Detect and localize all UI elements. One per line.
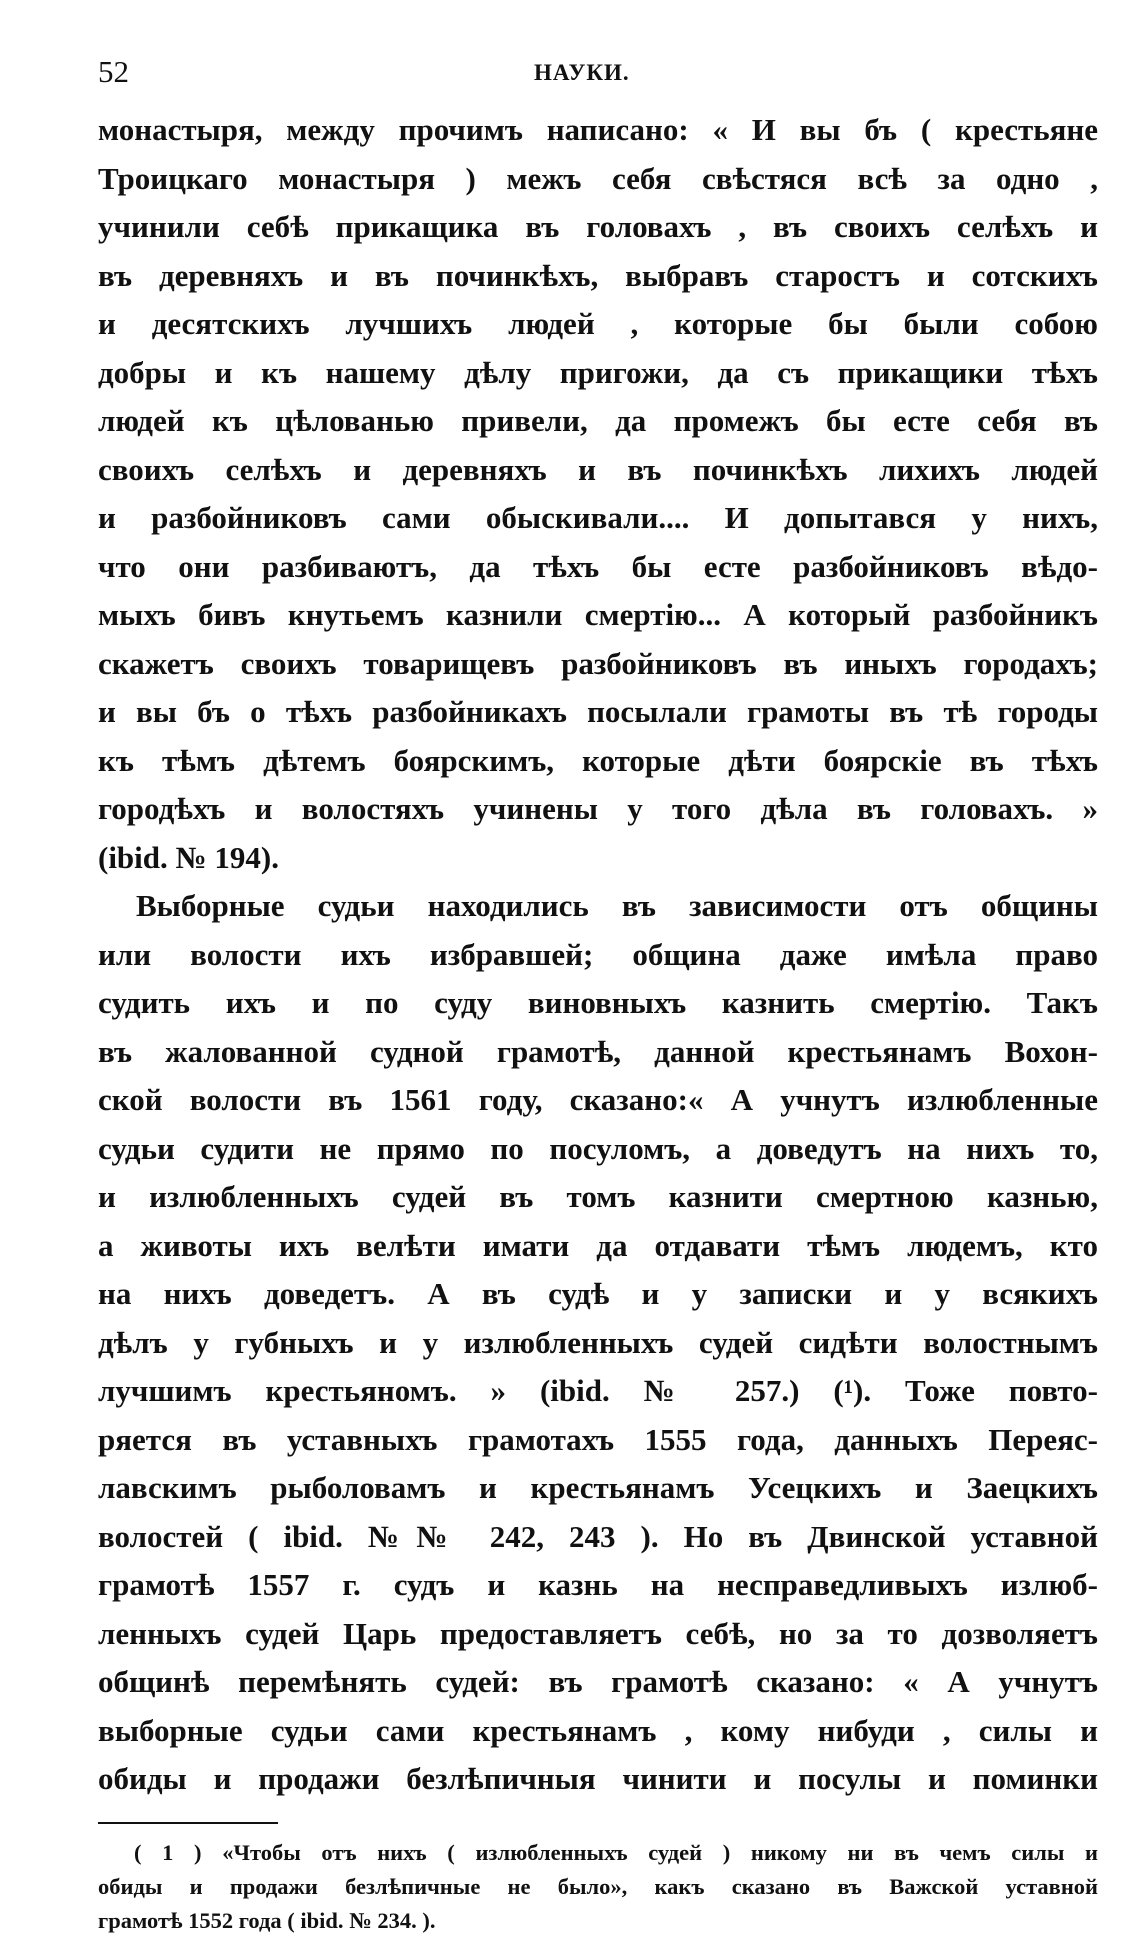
text-line: монастыря, между прочимъ написано: « И вы бъ ( крестьяне bbox=[98, 112, 1098, 147]
text-line: лучшимъ крестьяномъ. » (ibid. № 257.) (¹). Тоже повто- bbox=[98, 1373, 1098, 1408]
text-line: и вы бъ о тѣхъ разбойникахъ посылали грамоты въ тѣ городы bbox=[98, 694, 1098, 729]
footnote-line: грамотѣ 1552 года ( ibid. № 234. ). bbox=[98, 1907, 436, 1933]
text-line: или волости ихъ избравшей; община даже имѣла право bbox=[98, 936, 1098, 972]
text-line: городѣхъ и волостяхъ учинены у того дѣла въ головахъ. » bbox=[98, 791, 1098, 826]
text-line: (ibid. № 194). bbox=[98, 839, 280, 875]
text-line: дѣлъ у губныхъ и у излюбленныхъ судей сидѣти волостнымъ bbox=[98, 1324, 1098, 1360]
text-line: и излюбленныхъ судей въ томъ казнити смертною казнью, bbox=[98, 1179, 1098, 1214]
text-line: добры и къ нашему дѣлу пригожи, да съ прикащики тѣхъ bbox=[98, 354, 1098, 390]
footnote bbox=[98, 1836, 1098, 1938]
text-line: Выборные судьи находились въ зависимости отъ общины bbox=[136, 888, 1098, 923]
text-line: обиды и продажи безлѣпичныя чинити и посулы и поминки bbox=[98, 1761, 1098, 1796]
text-line: общинѣ перемѣнять судей: въ грамотѣ сказано: « А учнутъ bbox=[98, 1664, 1098, 1699]
footnote-line: ( 1 ) «Чтобы отъ нихъ ( излюбленныхъ судей ) никому ни въ чемъ силы и bbox=[134, 1839, 1098, 1865]
footnote-divider bbox=[98, 1822, 278, 1824]
text-line: ской волости въ 1561 году, сказано:« А учнутъ излюбленные bbox=[98, 1082, 1098, 1117]
text-line: что они разбиваютъ, да тѣхъ бы есте разбойниковъ вѣдо- bbox=[98, 548, 1098, 584]
text-line: волостей ( ibid. №№ 242, 243 ). Но въ Двинской уставной bbox=[98, 1518, 1098, 1554]
text-line: людей къ цѣлованью привели, да промежъ бы есте себя въ bbox=[98, 403, 1098, 438]
text-line: Троицкаго монастыря ) межъ себя свѣстяся всѣ за одно , bbox=[98, 160, 1098, 196]
text-line: и разбойниковъ сами обыскивали.... И допытався у нихъ, bbox=[98, 500, 1098, 535]
text-line: грамотѣ 1557 г. судъ и казнь на несправедливыхъ излюб- bbox=[98, 1567, 1098, 1602]
text-line: судьи судити не прямо по посуломъ, а доведутъ на нихъ то, bbox=[98, 1130, 1098, 1166]
text-line: а животы ихъ велѣти имати да отдавати тѣмъ людемъ, кто bbox=[98, 1227, 1098, 1263]
text-line: учинили себѣ прикащика въ головахъ , въ своихъ селѣхъ и bbox=[98, 209, 1098, 244]
running-head: НАУКИ. bbox=[534, 60, 630, 85]
text-line: ряется въ уставныхъ грамотахъ 1555 года, данныхъ Переяс- bbox=[98, 1421, 1098, 1457]
paragraph-2 bbox=[98, 882, 1098, 1804]
text-line: къ тѣмъ дѣтемъ боярскимъ, которые дѣти боярскіе въ тѣхъ bbox=[98, 742, 1098, 778]
page-number: 52 bbox=[98, 54, 129, 89]
text-line: ленныхъ судей Царь предоставляетъ себѣ, но за то дозволяетъ bbox=[98, 1615, 1098, 1651]
text-line: въ жалованной судной грамотѣ, данной крестьянамъ Вохон- bbox=[98, 1033, 1098, 1069]
text-line: судить ихъ и по суду виновныхъ казнить смертію. Такъ bbox=[98, 985, 1098, 1020]
text-line: въ деревняхъ и въ починкѣхъ, выбравъ старостъ и сотскихъ bbox=[98, 257, 1098, 293]
page-header bbox=[98, 50, 1098, 106]
text-line: на нихъ доведетъ. А въ судѣ и у записки и у всякихъ bbox=[98, 1276, 1098, 1311]
text-line: лавскимъ рыболовамъ и крестьянамъ Усецкихъ и Заецкихъ bbox=[98, 1470, 1098, 1505]
text-line: выборные судьи сами крестьянамъ , кому нибуди , силы и bbox=[98, 1712, 1098, 1748]
footnote-line: обиды и продажи безлѣпичные не было», какъ сказано въ Важской уставной bbox=[98, 1873, 1098, 1899]
paragraph-1 bbox=[98, 106, 1098, 882]
text-line: скажетъ своихъ товарищевъ разбойниковъ въ иныхъ городахъ; bbox=[98, 645, 1098, 681]
text-line: своихъ селѣхъ и деревняхъ и въ починкѣхъ лихихъ людей bbox=[98, 451, 1098, 487]
text-line: и десятскихъ лучшихъ людей , которые бы были собою bbox=[98, 306, 1098, 341]
book-page bbox=[98, 50, 1098, 1938]
text-line: мыхъ бивъ кнутьемъ казнили смертію... А который разбойникъ bbox=[98, 597, 1098, 632]
